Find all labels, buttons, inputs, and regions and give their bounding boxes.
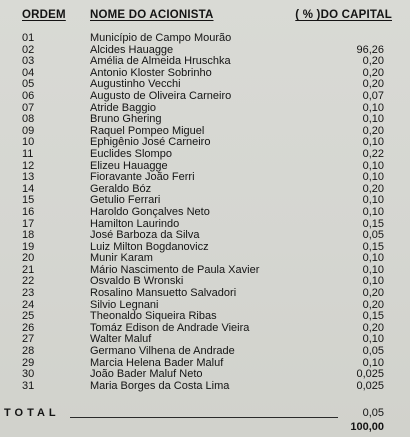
shareholder-list	[22, 33, 398, 392]
row-shareholder-name: Raquel Pompeo Miguel	[90, 124, 205, 137]
table-row	[22, 242, 398, 254]
row-ordem: 13	[22, 171, 35, 184]
row-ordem: 28	[22, 345, 35, 358]
row-ordem: 16	[22, 205, 35, 218]
row-capital-percent: 0,20	[362, 287, 384, 300]
row-ordem: 07	[22, 101, 35, 114]
table-row	[22, 346, 398, 358]
row-shareholder-name: Rosalino Mansuetto Salvadori	[90, 287, 237, 300]
row-ordem: 12	[22, 159, 35, 172]
row-ordem: 14	[22, 182, 35, 195]
header-nome-do-acionista: NOME DO ACIONISTA	[90, 9, 214, 21]
row-capital-percent: 0,10	[362, 356, 384, 369]
table-row	[22, 172, 398, 184]
row-shareholder-name: Marcia Helena Bader Maluf	[90, 356, 224, 369]
row-shareholder-name: João Bader Maluf Neto	[90, 368, 203, 381]
header-ordem: ORDEM	[22, 9, 66, 21]
row-shareholder-name: Germano Vilhena de Andrade	[90, 345, 235, 358]
row-shareholder-name: Haroldo Gonçalves Neto	[90, 205, 210, 218]
row-capital-percent: 0,025	[356, 368, 384, 381]
row-shareholder-name: Munir Karam	[90, 252, 153, 265]
row-ordem: 24	[22, 298, 35, 311]
row-shareholder-name: Fioravante João Ferri	[90, 171, 195, 184]
row-shareholder-name: Geraldo Bóz	[90, 182, 152, 195]
table-row	[22, 33, 398, 45]
table-row	[22, 265, 398, 277]
row-shareholder-name: Alcides Hauagge	[90, 43, 174, 56]
row-shareholder-name: Silvio Legnani	[90, 298, 159, 311]
row-ordem: 22	[22, 275, 35, 288]
row-shareholder-name: Euclides Slompo	[90, 147, 172, 160]
row-shareholder-name: Getulio Ferrari	[90, 194, 161, 207]
table-row	[22, 381, 398, 393]
table-row	[22, 230, 398, 242]
row-ordem: 15	[22, 194, 35, 207]
row-ordem: 01	[22, 32, 35, 44]
row-ordem: 25	[22, 310, 35, 323]
row-capital-percent: 0,025	[356, 379, 384, 392]
row-ordem: 30	[22, 368, 35, 381]
row-ordem: 02	[22, 43, 35, 56]
row-shareholder-name: Augusto de Oliveira Carneiro	[90, 89, 232, 102]
table-row	[22, 195, 398, 207]
table-row	[22, 207, 398, 219]
row-ordem: 29	[22, 356, 35, 369]
row-shareholder-name: Antonio Kloster Sobrinho	[90, 66, 212, 79]
row-ordem: 17	[22, 217, 35, 230]
row-capital-percent: 0,10	[362, 113, 384, 126]
row-capital-percent: 0,10	[362, 101, 384, 114]
table-row	[22, 323, 398, 335]
row-shareholder-name: Ephigênio José Carneiro	[90, 136, 211, 149]
table-row	[22, 288, 398, 300]
header-capital-percent: ( % )DO CAPITAL	[295, 9, 392, 21]
total-row	[4, 406, 398, 432]
row-ordem: 10	[22, 136, 35, 149]
row-ordem: 21	[22, 263, 35, 276]
table-row	[22, 137, 398, 149]
table-row	[22, 184, 398, 196]
row-ordem: 31	[22, 379, 35, 392]
row-capital-percent: 0,20	[362, 321, 384, 334]
total-label: TOTAL	[4, 407, 60, 419]
table-row	[22, 68, 398, 80]
row-shareholder-name: Maria Borges da Costa Lima	[90, 379, 230, 392]
row-capital-percent: 0,05	[362, 345, 384, 358]
row-ordem: 03	[22, 55, 35, 68]
row-shareholder-name: Walter Maluf	[90, 333, 152, 346]
row-shareholder-name: José Barboza da Silva	[90, 229, 200, 242]
row-capital-percent: 0,20	[362, 78, 384, 91]
row-shareholder-name: Luiz Milton Bogdanovicz	[90, 240, 209, 253]
row-shareholder-name: Amélia de Almeida Hruschka	[90, 55, 231, 68]
row-ordem: 19	[22, 240, 35, 253]
row-capital-percent: 0,10	[362, 194, 384, 207]
row-ordem: 20	[22, 252, 35, 265]
row-capital-percent: 0,20	[362, 55, 384, 68]
row-shareholder-name: Atride Baggio	[90, 101, 157, 114]
row-shareholder-name: Augustinho Vecchi	[90, 78, 181, 91]
total-extra-value: 0,05	[362, 407, 384, 419]
row-capital-percent: 0,10	[362, 263, 384, 276]
row-capital-percent: 0,10	[362, 159, 384, 172]
row-capital-percent: 0,22	[362, 147, 384, 160]
table-row	[22, 149, 398, 161]
row-capital-percent: 96,26	[356, 43, 384, 56]
row-capital-percent: 0,10	[362, 275, 384, 288]
row-shareholder-name: Município de Campo Mourão	[90, 32, 232, 44]
table-row	[22, 358, 398, 370]
table-row	[22, 91, 398, 103]
row-capital-percent: 0,10	[362, 171, 384, 184]
row-capital-percent: 0,10	[362, 252, 384, 265]
table-row	[22, 126, 398, 138]
row-ordem: 04	[22, 66, 35, 79]
row-ordem: 23	[22, 287, 35, 300]
row-capital-percent: 0,20	[362, 124, 384, 137]
total-value: 100,00	[350, 421, 384, 433]
table-row	[22, 161, 398, 173]
row-shareholder-name: Osvaldo B Wronski	[90, 275, 184, 288]
table-row	[22, 103, 398, 115]
row-capital-percent: 0,20	[362, 182, 384, 195]
row-ordem: 27	[22, 333, 35, 346]
row-ordem: 11	[22, 147, 34, 160]
table-row	[22, 219, 398, 231]
row-capital-percent: 0,15	[362, 240, 384, 253]
row-capital-percent: 0,10	[362, 333, 384, 346]
row-ordem: 18	[22, 229, 35, 242]
row-ordem: 06	[22, 89, 35, 102]
row-capital-percent: 0,20	[362, 298, 384, 311]
row-ordem: 26	[22, 321, 35, 334]
row-shareholder-name: Bruno Ghering	[90, 113, 162, 126]
row-shareholder-name: Elizeu Hauagge	[90, 159, 168, 172]
row-capital-percent: 0,10	[362, 205, 384, 218]
table-header	[22, 9, 398, 27]
row-ordem: 05	[22, 78, 35, 91]
row-capital-percent: 0,20	[362, 66, 384, 79]
row-shareholder-name: Theonaldo Siqueira Ribas	[90, 310, 217, 323]
row-capital-percent: 0,15	[362, 310, 384, 323]
row-ordem: 09	[22, 124, 35, 137]
row-shareholder-name: Hamilton Laurindo	[90, 217, 180, 230]
total-divider-line	[70, 417, 338, 418]
row-capital-percent: 0,05	[362, 229, 384, 242]
row-capital-percent: 0,15	[362, 217, 384, 230]
table-row	[22, 114, 398, 126]
row-capital-percent: 0,07	[362, 89, 384, 102]
row-shareholder-name: Mário Nascimento de Paula Xavier	[90, 263, 260, 276]
row-ordem: 08	[22, 113, 35, 126]
row-shareholder-name: Tomáz Edison de Andrade Vieira	[90, 321, 250, 334]
row-capital-percent: 0,10	[362, 136, 384, 149]
